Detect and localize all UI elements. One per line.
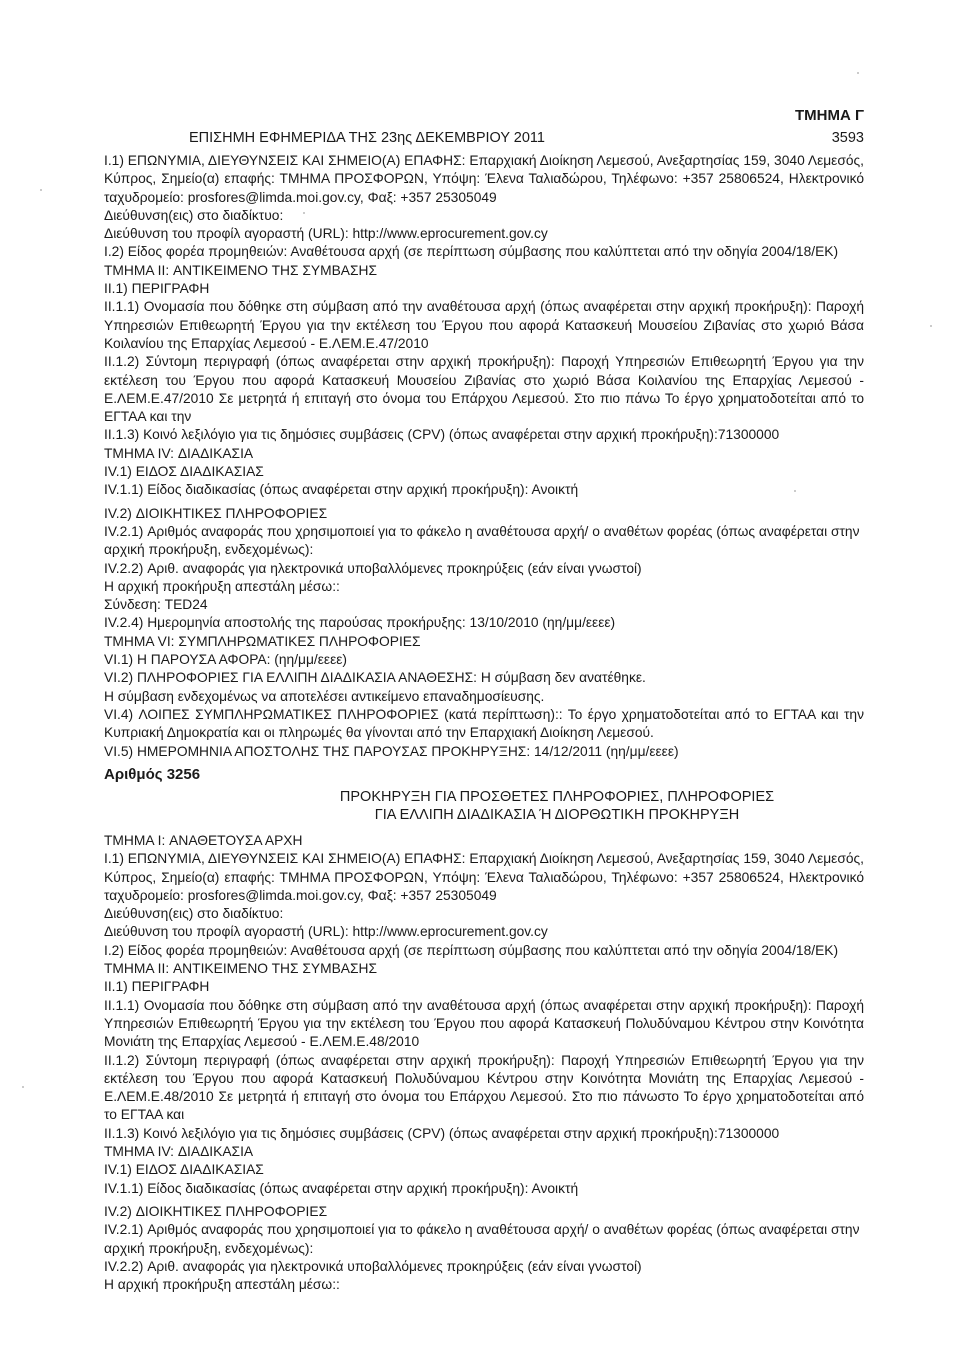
page-header	[189, 130, 864, 146]
section-heading: ΤΜΗΜΑ II: ΑΝΤΙΚΕΙΜΕΝΟ ΤΗΣ ΣΥΜΒΑΣΗΣ	[104, 961, 378, 977]
notice-relates-to: VI.1) Η ΠΑΡΟΥΣΑ ΑΦΟΡΑ: (ηη/μμ/εεεε)	[104, 652, 347, 668]
section-heading: ΤΜΗΜΑ IV: ΔΙΑΔΙΚΑΣΙΑ	[104, 1144, 254, 1160]
notice-dispatch-date: VI.5) ΗΜΕΡΟΜΗΝΙΑ ΑΠΟΣΤΟΛΗΣ ΤΗΣ ΠΑΡΟΥΣΑΣ ΠΡΟΚΗΡΥΞΗΣ: 14/12/2011 (ηη/μμ/εεεε)	[104, 743, 679, 759]
internet-address-label: Διεύθυνση(εις) στο διαδίκτυο:	[104, 207, 284, 223]
original-notice-sent-via: Η αρχική προκήρυξη απεστάλη μέσω::	[104, 578, 340, 594]
buyer-profile-url: Διεύθυνση του προφίλ αγοραστή (URL): http://www.eprocurement.gov.cy	[104, 226, 548, 242]
authority-type: I.2) Είδος φορέα προμηθειών: Αναθέτουσα αρχή (σε περίπτωση σύμβασης που καλύπτεται από την οδηγία 2004/18/ΕΚ)	[104, 244, 839, 260]
original-notice-sent-via: Η αρχική προκήρυξη απεστάλη μέσω::	[104, 1277, 340, 1293]
section-heading: ΤΜΗΜΑ I: ΑΝΑΘΕΤΟΥΣΑ ΑΡΧΗ	[104, 833, 303, 848]
section-heading: ΤΜΗΜΑ VI: ΣΥΜΠΛΗΡΩΜΑΤΙΚΕΣ ΠΛΗΡΟΦΟΡΙΕΣ	[104, 633, 421, 649]
scan-speck	[303, 212, 305, 214]
cpv-code: II.1.3) Κοινό λεξιλόγιο για τις δημόσιες συμβάσεις (CPV) (όπως αναφέρεται στην αρχική προκήρυξη):71300000	[104, 427, 780, 443]
file-reference: IV.2.1) Αριθμός αναφοράς που χρησιμοποιεί για το φάκελο η αναθέτουσα αρχή/ ο αναθέτων φορέας (όπως αναφέρεται στην αρχική προκήρυξη, ενδεχομένως):	[104, 523, 860, 558]
section-heading: ΤΜΗΜΑ IV: ΔΙΑΔΙΚΑΣΙΑ	[104, 445, 254, 461]
incomplete-procedure-info: VI.2) ΠΛΗΡΟΦΟΡΙΕΣ ΓΙΑ ΕΛΛΙΠΗ ΔΙΑΔΙΚΑΣΙΑ ΑΝΑΘΕΣΗΣ: Η σύμβαση δεν ανατέθηκε.	[104, 670, 646, 686]
subsection-heading: IV.1) ΕΙΔΟΣ ΔΙΑΔΙΚΑΣΙΑΣ	[104, 1162, 264, 1178]
connection: Σύνδεση: TED24	[104, 597, 208, 613]
notice-title-line: ΠΡΟΚΗΡΥΞΗ ΓΙΑ ΠΡΟΣΘΕΤΕΣ ΠΛΗΡΟΦΟΡΙΕΣ, ΠΛΗΡΟΦΟΡΙΕΣ	[339, 789, 775, 805]
contact-details: I.1) ΕΠΩΝΥΜΙΑ, ΔΙΕΥΘΥΝΣΕΙΣ ΚΑΙ ΣΗΜΕΙΟ(Α) ΕΠΑΦΗΣ: Επαρχιακή Διοίκηση Λεμεσού, Ανεξαρτησίας 159, 3040 Λεμεσός, Κύπρος, Σημείο(α) επαφής: ΤΜΗΜΑ ΠΡΟΣΦΟΡΩΝ, Υπόψη: Έλενα Ταλιαδώρου, Τηλέφωνο: +357 25806524, Ηλεκτρονικό ταχυδρομείο: prosfores@limda.moi.gov.cy, Φαξ: +357 25305049	[104, 153, 864, 205]
notice-1-body	[104, 152, 864, 761]
electronic-reference: IV.2.2) Αριθ. αναφοράς για ηλεκτρονικά υποβαλλόμενες προκηρύξεις (εάν είναι γνωστοί)	[104, 1258, 642, 1274]
contract-title: II.1.1) Ονομασία που δόθηκε στη σύμβαση από την αναθέτουσα αρχή (όπως αναφέρεται στην αρχική προκήρυξη): Παροχή Υπηρεσιών Επιθεωρητή Έργου για την εκτέλεση του Έργου που αφορά Κατασκευή Πολυδύναμου Κέντρου στην Κοινότητα Μονιάτη της Επαρχίας Λεμεσού - Ε.ΛΕΜ.Ε.48/2010	[104, 997, 864, 1050]
contract-title: II.1.1) Ονομασία που δόθηκε στη σύμβαση από την αναθέτουσα αρχή (όπως αναφέρεται στην αρχική προκήρυξη): Παροχή Υπηρεσιών Επιθεωρητή Έργου για την εκτέλεση του Έργου που αφορά Κατασκευή Μουσείου Ζιβανίας στο χωριό Βάσα Κοιλανίου της Επαρχίας Λεμεσού - Ε.ΛΕΜ.Ε.47/2010	[104, 299, 864, 351]
internet-address-label: Διεύθυνση(εις) στο διαδίκτυο:	[104, 906, 284, 922]
subsection-heading: IV.2) ΔΙΟΙΚΗΤΙΚΕΣ ΠΛΗΡΟΦΟΡΙΕΣ	[104, 505, 328, 521]
file-reference: IV.2.1) Αριθμός αναφοράς που χρησιμοποιεί για το φάκελο η αναθέτουσα αρχή/ ο αναθέτων φορέας (όπως αναφέρεται στην αρχική προκήρυξη, ενδεχομένως):	[104, 1222, 860, 1256]
cpv-code: II.1.3) Κοινό λεξιλόγιο για τις δημόσιες συμβάσεις (CPV) (όπως αναφέρεται στην αρχική προκήρυξη):71300000	[104, 1125, 780, 1141]
subsection-heading: IV.2) ΔΙΟΙΚΗΤΙΚΕΣ ΠΛΗΡΟΦΟΡΙΕΣ	[104, 1203, 328, 1219]
electronic-reference: IV.2.2) Αριθ. αναφοράς για ηλεκτρονικά υποβαλλόμενες προκηρύξεις (εάν είναι γνωστοί)	[104, 560, 642, 576]
procedure-type: IV.1.1) Είδος διαδικασίας (όπως αναφέρεται στην αρχική προκήρυξη): Ανοικτή	[104, 1180, 579, 1196]
subsection-heading: IV.1) ΕΙΔΟΣ ΔΙΑΔΙΚΑΣΙΑΣ	[104, 464, 264, 480]
notice-number: Αριθμός 3256	[104, 766, 201, 783]
page-number: 3593	[831, 130, 864, 146]
section-label: ΤΜΗΜΑ Γ	[794, 107, 864, 124]
contact-details: I.1) ΕΠΩΝΥΜΙΑ, ΔΙΕΥΘΥΝΣΕΙΣ ΚΑΙ ΣΗΜΕΙΟ(Α) ΕΠΑΦΗΣ: Επαρχιακή Διοίκηση Λεμεσού, Ανεξαρτησίας 159, 3040 Λεμεσός, Κύπρος, Σημείο(α) επαφής: ΤΜΗΜΑ ΠΡΟΣΦΟΡΩΝ, Υπόψη: Έλενα Ταλιαδώρου, Τηλέφωνο: +357 25806524, Ηλεκτρονικό ταχυδρομείο: prosfores@limda.moi.gov.cy, Φαξ: +357 25305049	[104, 851, 864, 903]
scan-speck	[22, 1086, 24, 1088]
notice-2-body	[104, 832, 864, 1294]
gazette-title: ΕΠΙΣΗΜΗ ΕΦΗΜΕΡΙΔΑ ΤΗΣ 23ης ΔΕΚΕΜΒΡΙΟΥ 2011	[189, 130, 545, 146]
subsection-heading: II.1) ΠΕΡΙΓΡΑΦΗ	[104, 979, 210, 995]
other-information: VI.4) ΛΟΙΠΕΣ ΣΥΜΠΛΗΡΩΜΑΤΙΚΕΣ ΠΛΗΡΟΦΟΡΙΕΣ (κατά περίπτωση):: Το έργο χρηματοδοτείται από το ΕΓΤΑΑ και την Κυπριακή Δημοκρατία και οι πληρωμές θα γίνονται από την Επαρχιακή Διοίκηση Λεμεσού.	[104, 706, 864, 741]
short-description: II.1.2) Σύντομη περιγραφή (όπως αναφέρεται στην αρχική προκήρυξη): Παροχή Υπηρεσιών Επιθεωρητή Έργου για την εκτέλεση του Έργου που αφορά Κατασκευή Πολυδύναμου Κέντρου στην Κοινότητα Μονιάτη της Επαρχίας Λεμεσού - Ε.ΛΕΜ.Ε.48/2010 Σε μετρητά ή επιταγή στο όνομα του Επάρχου Λεμεσού. Στο πιο πάνωστο Το έργο χρηματοδοτείται από το ΕΓΤΑΑ και	[104, 1052, 864, 1123]
dispatch-date: IV.2.4) Ημερομηνία αποστολής της παρούσας προκήρυξης: 13/10/2010 (ηη/μμ/εεεε)	[104, 615, 616, 631]
scan-speck	[40, 189, 42, 191]
short-description: II.1.2) Σύντομη περιγραφή (όπως αναφέρεται στην αρχική προκήρυξη): Παροχή Υπηρεσιών Επιθεωρητή Έργου για την εκτέλεση του Έργου που αφορά Κατασκευή Μουσείου Ζιβανίας στο χωριό Βάσα Κοιλανίου της Επαρχίας Λεμεσού - Ε.ΛΕΜ.Ε.47/2010 Σε μετρητά ή επιταγή στο όνομα του Επάρχου Λεμεσού. Στο πιο πάνω Το έργο χρηματοδοτείται από το ΕΓΤΑΑ και την	[104, 354, 864, 425]
subsection-heading: II.1) ΠΕΡΙΓΡΑΦΗ	[104, 281, 210, 297]
procedure-type: IV.1.1) Είδος διαδικασίας (όπως αναφέρεται στην αρχική προκήρυξη): Ανοικτή	[104, 482, 579, 498]
republication-note: Η σύμβαση ενδεχομένως να αποτελέσει αντικείμενο επαναδημοσίευσης.	[104, 688, 545, 704]
scan-speck	[794, 490, 796, 492]
scan-speck	[857, 72, 859, 74]
authority-type: I.2) Είδος φορέα προμηθειών: Αναθέτουσα αρχή (σε περίπτωση σύμβασης που καλύπτεται από την οδηγία 2004/18/ΕΚ)	[104, 942, 839, 958]
notice-title-line: ΓΙΑ ΕΛΛΙΠΗ ΔΙΑΔΙΚΑΣΙΑ Ή ΔΙΟΡΘΩΤΙΚΗ ΠΡΟΚΗΡΥΞΗ	[374, 807, 740, 823]
section-heading: ΤΜΗΜΑ II: ΑΝΤΙΚΕΙΜΕΝΟ ΤΗΣ ΣΥΜΒΑΣΗΣ	[104, 262, 378, 278]
buyer-profile-url: Διεύθυνση του προφίλ αγοραστή (URL): http://www.eprocurement.gov.cy	[104, 924, 548, 940]
notice-title	[250, 788, 864, 824]
scan-speck	[930, 325, 932, 327]
